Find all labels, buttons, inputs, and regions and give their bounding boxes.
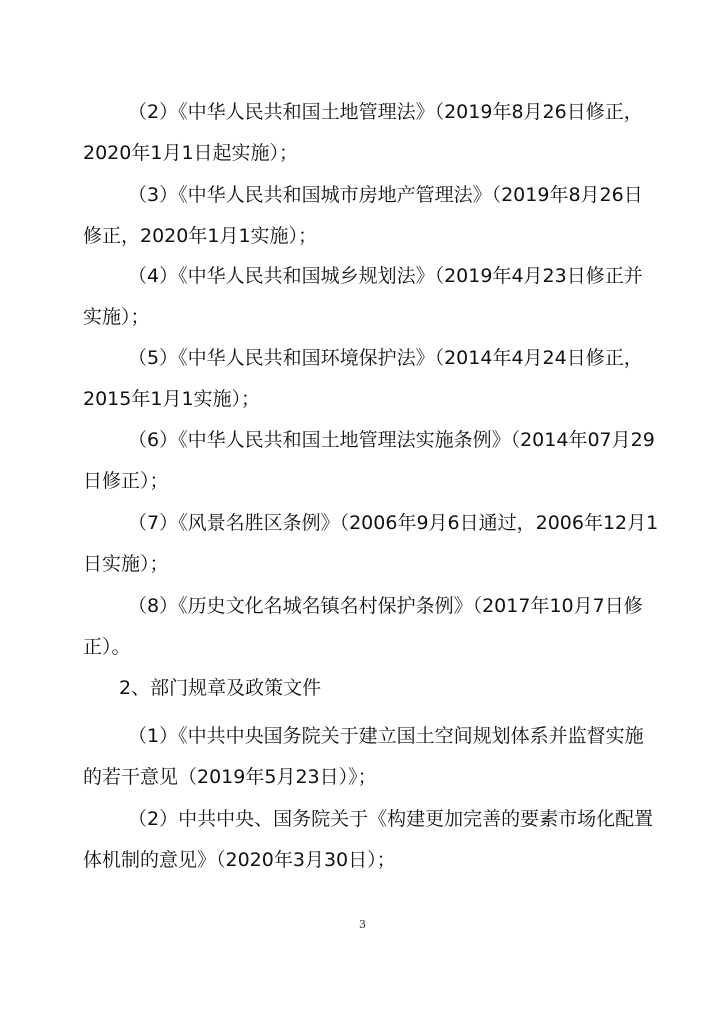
paragraph-land-management-law <box>83 92 643 174</box>
paragraph-line: （4）《中华人民共和国城乡规划法》（2019年4月23日修正并 <box>128 265 643 287</box>
paragraph-historic-cities-regulations <box>83 586 643 668</box>
paragraph-line: 2015年1月1实施）； <box>83 388 261 410</box>
paragraph-line: 日实施）； <box>83 553 169 575</box>
paragraph-line: （6）《中华人民共和国土地管理法实施条例》（2014年07月29 <box>128 429 655 451</box>
section-heading: 2、部门规章及政策文件 <box>119 677 322 699</box>
paragraph-line: 的若干意见（2019年5月23日）》； <box>83 766 377 788</box>
paragraph-line: （2）《中华人民共和国土地管理法》（2019年8月26日修正， <box>128 101 643 123</box>
paragraph-line: 正）。 <box>83 636 131 658</box>
paragraph-line: （5）《中华人民共和国环境保护法》（2014年4月24日修正， <box>128 347 643 369</box>
paragraph-line: 修正，2020年1月1实施）； <box>83 225 318 247</box>
paragraph-factor-market-opinions <box>83 799 654 881</box>
paragraph-line: 2020年1月1日起实施）； <box>83 142 299 164</box>
paragraph-line: （2）中共中央、国务院关于《构建更加完善的要素市场化配置 <box>128 808 654 830</box>
paragraph-line: （3）《中华人民共和国城市房地产管理法》（2019年8月26日 <box>128 184 643 206</box>
paragraph-line: 实施）； <box>83 306 150 328</box>
paragraph-line: （1）《中共中央国务院关于建立国土空间规划体系并监督实施 <box>128 725 644 747</box>
page-number: 3 <box>359 918 366 931</box>
paragraph-line: （8）《历史文化名城名镇名村保护条例》（2017年10月7日修 <box>128 595 643 617</box>
paragraph-spatial-planning-opinions <box>83 716 643 798</box>
paragraph-line: （7）《风景名胜区条例》（2006年9月6日通过，2006年12月1 <box>128 512 659 534</box>
paragraph-land-law-implementation-regulations <box>83 420 655 502</box>
paragraph-scenic-areas-regulations <box>83 503 659 585</box>
paragraph-environmental-protection-law <box>83 338 643 420</box>
paragraph-line: 体机制的意见》（2020年3月30日）； <box>83 849 396 871</box>
paragraph-urban-real-estate-law <box>83 175 643 257</box>
paragraph-line: 日修正）； <box>83 470 169 492</box>
section-heading-department-rules <box>83 668 643 709</box>
paragraph-urban-rural-planning-law <box>83 256 643 338</box>
